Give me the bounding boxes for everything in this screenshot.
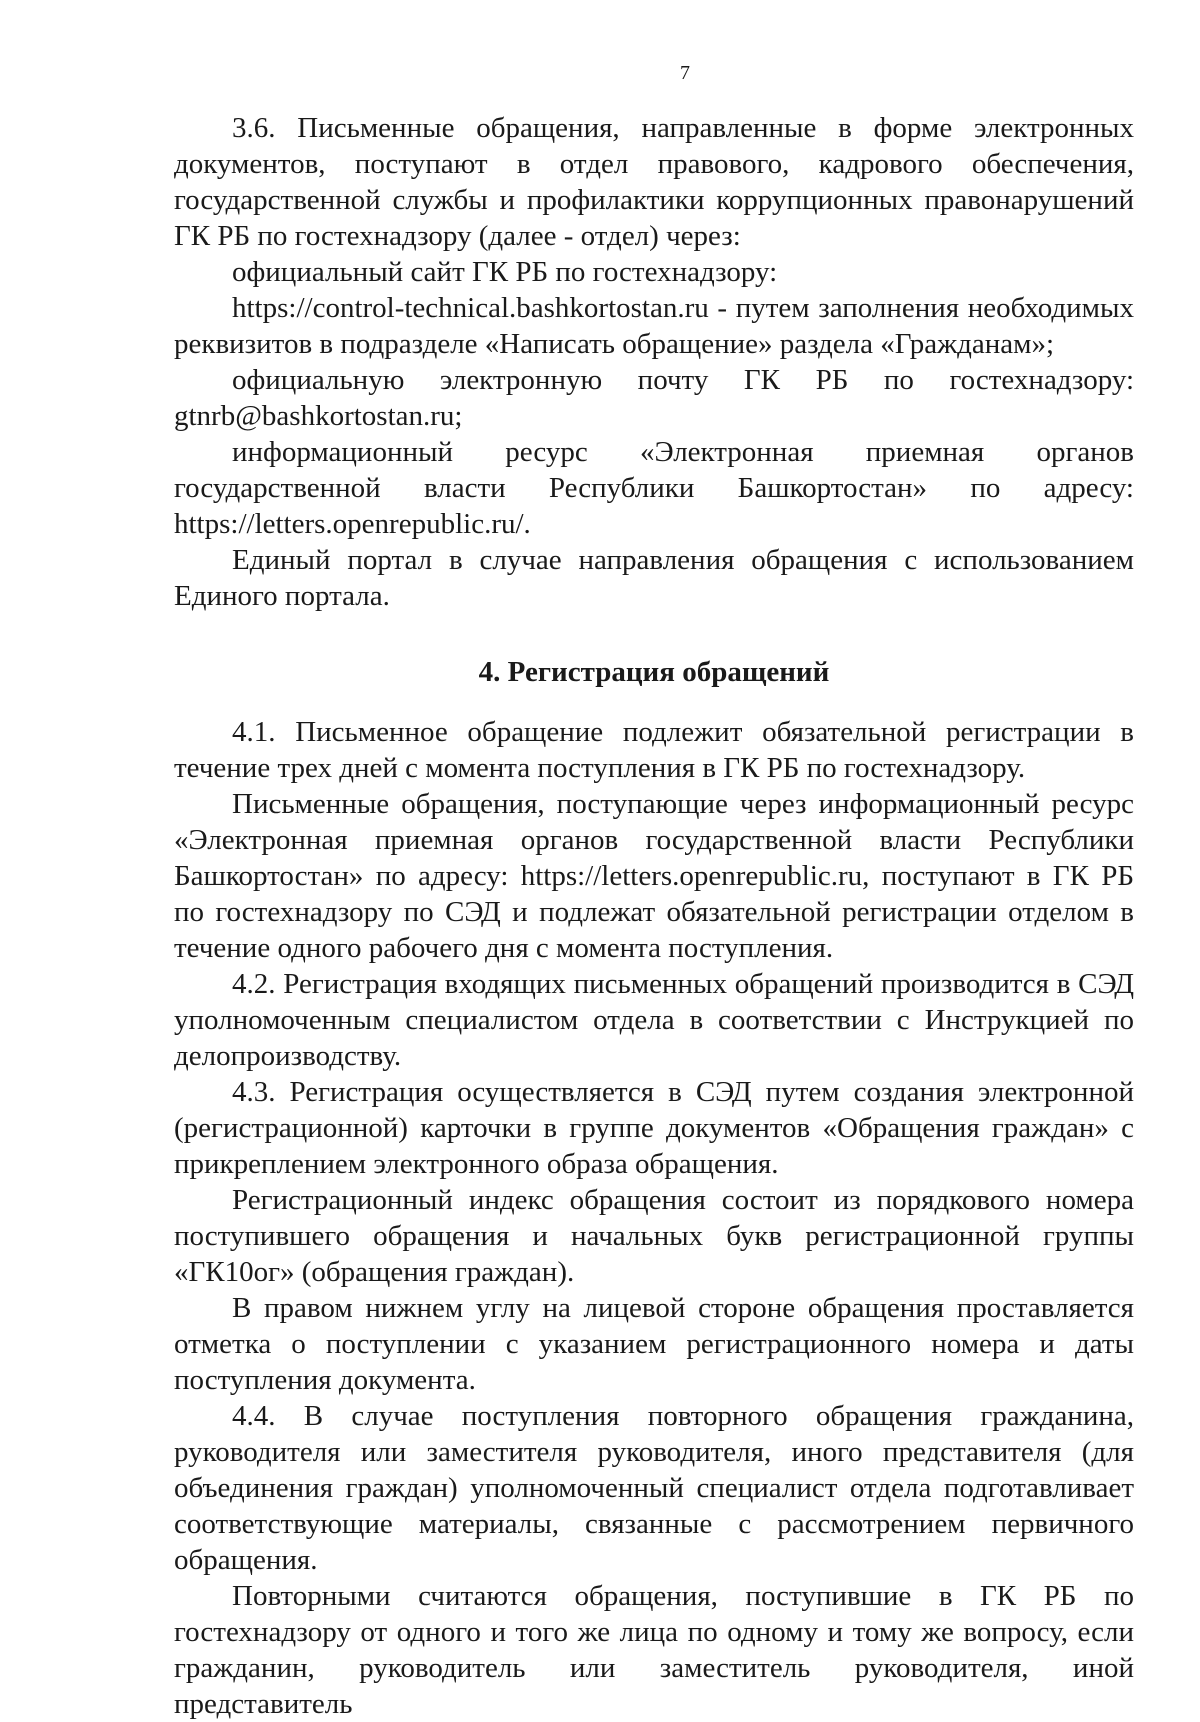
paragraph-4-3: 4.3. Регистрация осуществляется в СЭД путем создания электронной (регистрационной) карточки в группе документов «Обращения граждан» с прикреплением электронного образа обращения. [174,1076,1134,1180]
section-heading: 4. Регистрация обращений [478,656,830,688]
paragraph-4-2: 4.2. Регистрация входящих письменных обращений производится в СЭД уполномоченным специалистом отдела в соответствии с Инструкцией по делопроизводству. [174,968,1134,1072]
paragraph-registration-index: Регистрационный индекс обращения состоит из порядкового номера поступившего обращения и начальных букв регистрационной группы «ГК10ог» (обращения граждан). [174,1184,1134,1288]
paragraph-info-resource: информационный ресурс «Электронная приемная органов государственной власти Республики Башкортостан» по адресу: https://letters.openrepublic.ru/. [174,436,1134,540]
document-body [174,110,1134,1722]
paragraph-repeated-appeals: Повторными считаются обращения, поступившие в ГК РБ по гостехнадзору от одного и того же лица по одному и тому же вопросу, если гражданин, руководитель или заместитель руководителя, иной представитель [174,1580,1134,1720]
paragraph-letters-resource: Письменные обращения, поступающие через информационный ресурс «Электронная приемная органов государственной власти Республики Башкортостан» по адресу: https://letters.openrepublic.ru, поступают в ГК РБ по гостехнадзору по СЭД и подлежат обязательной регистрации отделом в течение одного рабочего дня с момента поступления. [174,788,1134,964]
paragraph-email: официальную электронную почту ГК РБ по гостехнадзору: gtnrb@bashkortostan.ru; [174,364,1134,432]
paragraph-official-site: официальный сайт ГК РБ по гостехнадзору: [232,256,778,288]
paragraph-unified-portal: Единый портал в случае направления обращения с использованием Единого портала. [174,544,1134,612]
paragraph-receipt-mark: В правом нижнем углу на лицевой стороне обращения проставляется отметка о поступлении с указанием регистрационного номера и даты поступления документа. [174,1292,1134,1396]
page-number: 7 [680,62,690,84]
paragraph-3-6: 3.6. Письменные обращения, направленные в форме электронных документов, поступают в отдел правового, кадрового обеспечения, государственной службы и профилактики коррупционных правонарушений ГК РБ по гостехнадзору (далее - отдел) через: [174,112,1134,252]
paragraph-site-url: https://control-technical.bashkortostan.ru - путем заполнения необходимых реквизитов в подразделе «Написать обращение» раздела «Гражданам»; [174,292,1134,360]
paragraph-4-1: 4.1. Письменное обращение подлежит обязательной регистрации в течение трех дней с момента поступления в ГК РБ по гостехнадзору. [174,716,1134,784]
paragraph-4-4: 4.4. В случае поступления повторного обращения гражданина, руководителя или заместителя руководителя, иного представителя (для объединения граждан) уполномоченный специалист отдела подготавливает соответствующие материалы, связанные с рассмотрением первичного обращения. [174,1400,1134,1576]
